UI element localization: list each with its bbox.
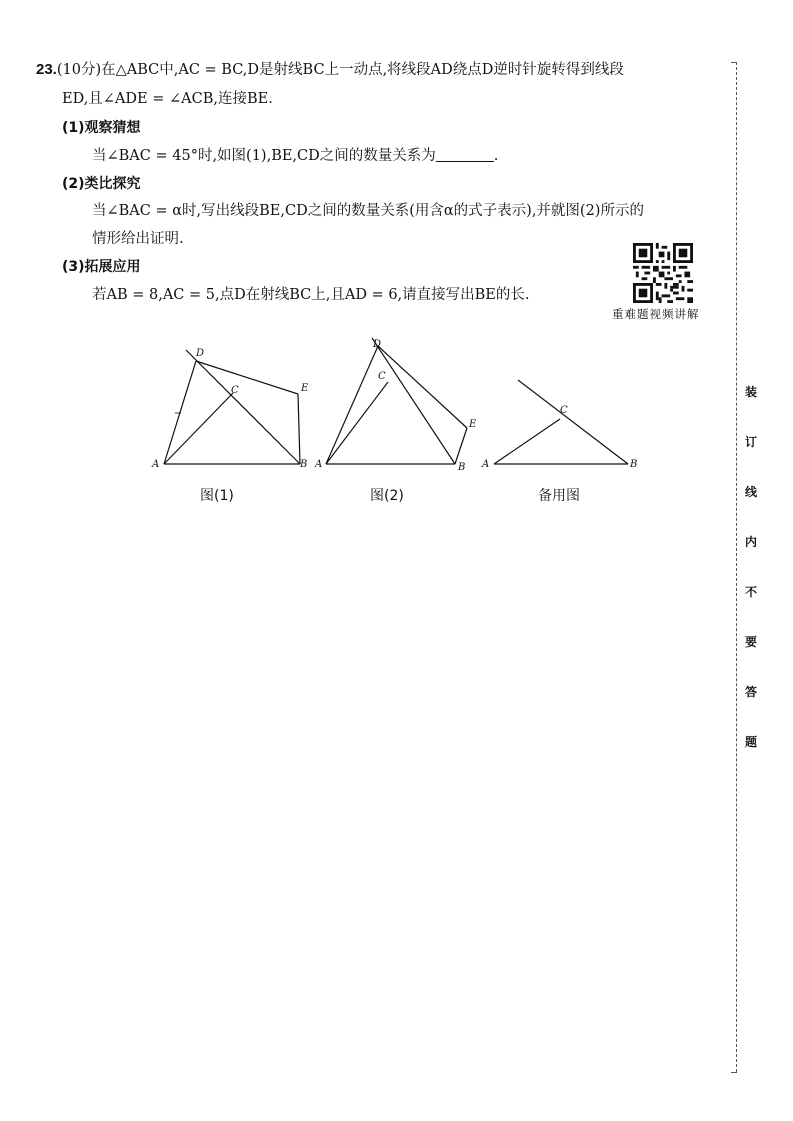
fig1-label-b: B [300, 459, 308, 470]
fig1-label-c: C [231, 385, 239, 396]
fig1-segment-ac [164, 393, 233, 464]
fig1-label-d: D [196, 348, 205, 359]
figure-1-diagram [140, 335, 323, 475]
part2-line-2: 情形给出证明. [92, 231, 184, 247]
part3-text: 若AB = 8,AC = 5,点D在射线BC上,且AD = 6,请直接写出BE的长. [92, 287, 530, 303]
figure-2-caption: 图(2) [370, 488, 404, 504]
fig3-label-c: C [560, 405, 568, 416]
fig1-ray-bc [186, 350, 300, 464]
fig2-label-d: D [373, 339, 382, 350]
margin-char-6: 要 [744, 635, 757, 649]
fig3-label-b: B [630, 459, 638, 470]
fig2-label-a: A [315, 459, 323, 470]
fig3-label-a: A [482, 459, 490, 470]
margin-char-8: 题 [744, 735, 757, 749]
margin-char-2: 订 [744, 435, 757, 449]
problem-line-2: ED,且∠ADE = ∠ACB,连接BE. [62, 91, 273, 107]
qr-caption: 重难题视频讲解 [612, 307, 700, 321]
part1-text [92, 146, 498, 166]
fig2-ray-bc [372, 338, 455, 464]
part1-title: (1)观察猜想 [62, 120, 141, 136]
margin-char-3: 线 [744, 485, 757, 499]
fig2-label-b: B [458, 462, 466, 473]
fig1-segment-ad [164, 361, 196, 464]
fig1-segment-be [298, 394, 300, 464]
problem-number: 23. [36, 61, 57, 78]
fig1-segment-de [196, 361, 298, 394]
fig2-segment-be [455, 428, 467, 464]
binding-line-top-tick [731, 62, 737, 63]
margin-char-7: 答 [744, 685, 757, 699]
margin-char-4: 内 [744, 535, 757, 549]
part3-title: (3)拓展应用 [62, 259, 141, 275]
problem-line-1 [36, 60, 624, 80]
fig1-label-e: E [301, 383, 309, 394]
figure-3-diagram [478, 375, 648, 475]
figure-2-diagram [312, 335, 482, 475]
figure-1-caption: 图(1) [200, 488, 234, 504]
part2-title: (2)类比探究 [62, 176, 141, 192]
binding-line-bottom-tick [731, 1072, 737, 1073]
margin-char-1: 装 [744, 385, 757, 399]
part2-line-1: 当∠BAC = α时,写出线段BE,CD之间的数量关系(用含α的式子表示),并就图(2)所示的 [92, 203, 644, 219]
fig3-ray-bc [518, 380, 628, 464]
answer-blank[interactable] [436, 147, 494, 162]
binding-dashed-line [736, 62, 737, 1072]
fig2-label-c: C [378, 371, 386, 382]
part1-text-after: . [493, 148, 499, 164]
fig2-label-e: E [469, 419, 477, 430]
problem-line1-text: (10分)在△ABC中,AC = BC,D是射线BC上一动点,将线段AD绕点D逆时针旋转得到线段 [56, 62, 624, 78]
fig3-segment-ac [494, 419, 560, 464]
qr-code-icon[interactable] [633, 243, 693, 303]
part1-text-before: 当∠BAC = 45°时,如图(1),BE,CD之间的数量关系为 [92, 148, 436, 164]
margin-char-5: 不 [744, 585, 757, 599]
fig1-label-a: A [152, 459, 160, 470]
figure-3-caption: 备用图 [538, 488, 580, 504]
